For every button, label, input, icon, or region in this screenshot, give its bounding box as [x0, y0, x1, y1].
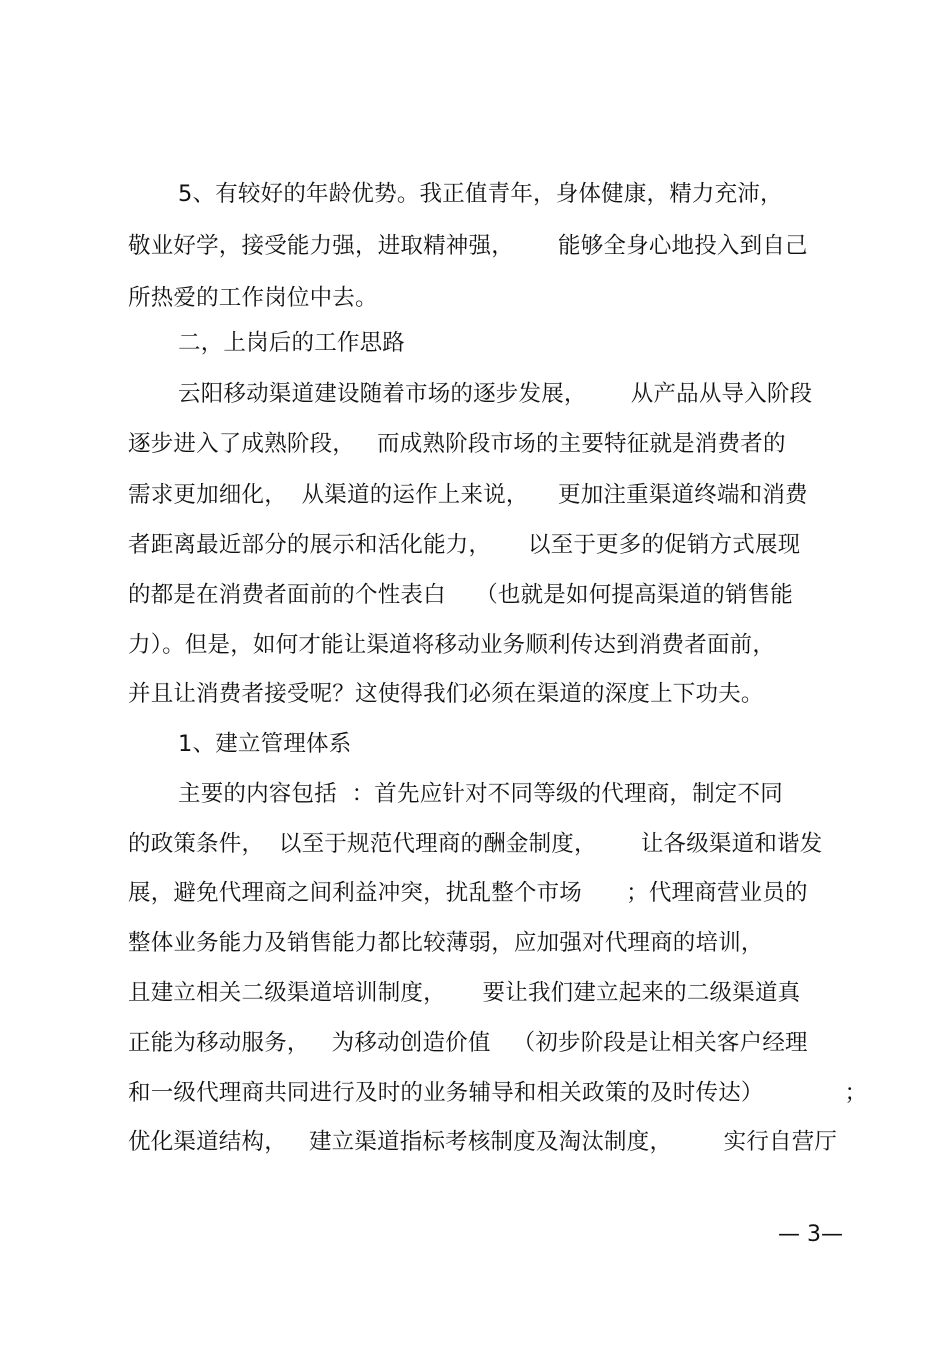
line-14: 的政策条件， 以至于规范代理商的酬金制度， 让各级渠道和谐发: [128, 831, 823, 857]
line-17: 且建立相关二级渠道培训制度， 要让我们建立起来的二级渠道真: [128, 980, 801, 1006]
page-number: — 3—: [778, 1222, 843, 1247]
line-08: 者距离最近部分的展示和活化能力， 以至于更多的促销方式展现: [128, 532, 801, 558]
line-20: 优化渠道结构， 建立渠道指标考核制度及淘汰制度， 实行自营厅: [128, 1129, 838, 1155]
line-07: 需求更加细化， 从渠道的运作上来说， 更加注重渠道终端和消费: [128, 482, 808, 508]
line-15: 展，避免代理商之间利益冲突，扰乱整个市场 ；代理商营业员的: [128, 880, 808, 906]
section-heading-2: 二，上岗后的工作思路: [178, 330, 406, 356]
line-19: 和一级代理商共同进行及时的业务辅导和相关政策的及时传达） ；: [128, 1080, 868, 1106]
line-11: 并且让消费者接受呢？这使得我们必须在渠道的深度上下功夫。: [128, 681, 764, 707]
subheading-1: 1、建立管理体系: [178, 731, 352, 757]
line-03: 所热爱的工作岗位中去。: [128, 285, 378, 311]
line-10: 力）。但是，如何才能让渠道将移动业务顺利传达到消费者面前，: [128, 632, 776, 658]
line-02: 敬业好学，接受能力强，进取精神强， 能够全身心地投入到自己: [128, 233, 808, 259]
line-05: 云阳移动渠道建设随着市场的逐步发展， 从产品从导入阶段: [178, 381, 813, 407]
line-13: 主要的内容包括 ：首先应针对不同等级的代理商，制定不同: [178, 781, 783, 807]
line-16: 整体业务能力及销售能力都比较薄弱，应加强对代理商的培训，: [128, 930, 764, 956]
line-06: 逐步进入了成熟阶段， 而成熟阶段市场的主要特征就是消费者的: [128, 431, 786, 457]
line-18: 正能为移动服务， 为移动创造价值 （初步阶段是让相关客户经理: [128, 1030, 808, 1056]
line-01: 5、有较好的年龄优势。我正值青年，身体健康，精力充沛，: [178, 181, 783, 207]
line-09: 的都是在消费者面前的个性表白 （也就是如何提高渠道的销售能: [128, 582, 794, 608]
